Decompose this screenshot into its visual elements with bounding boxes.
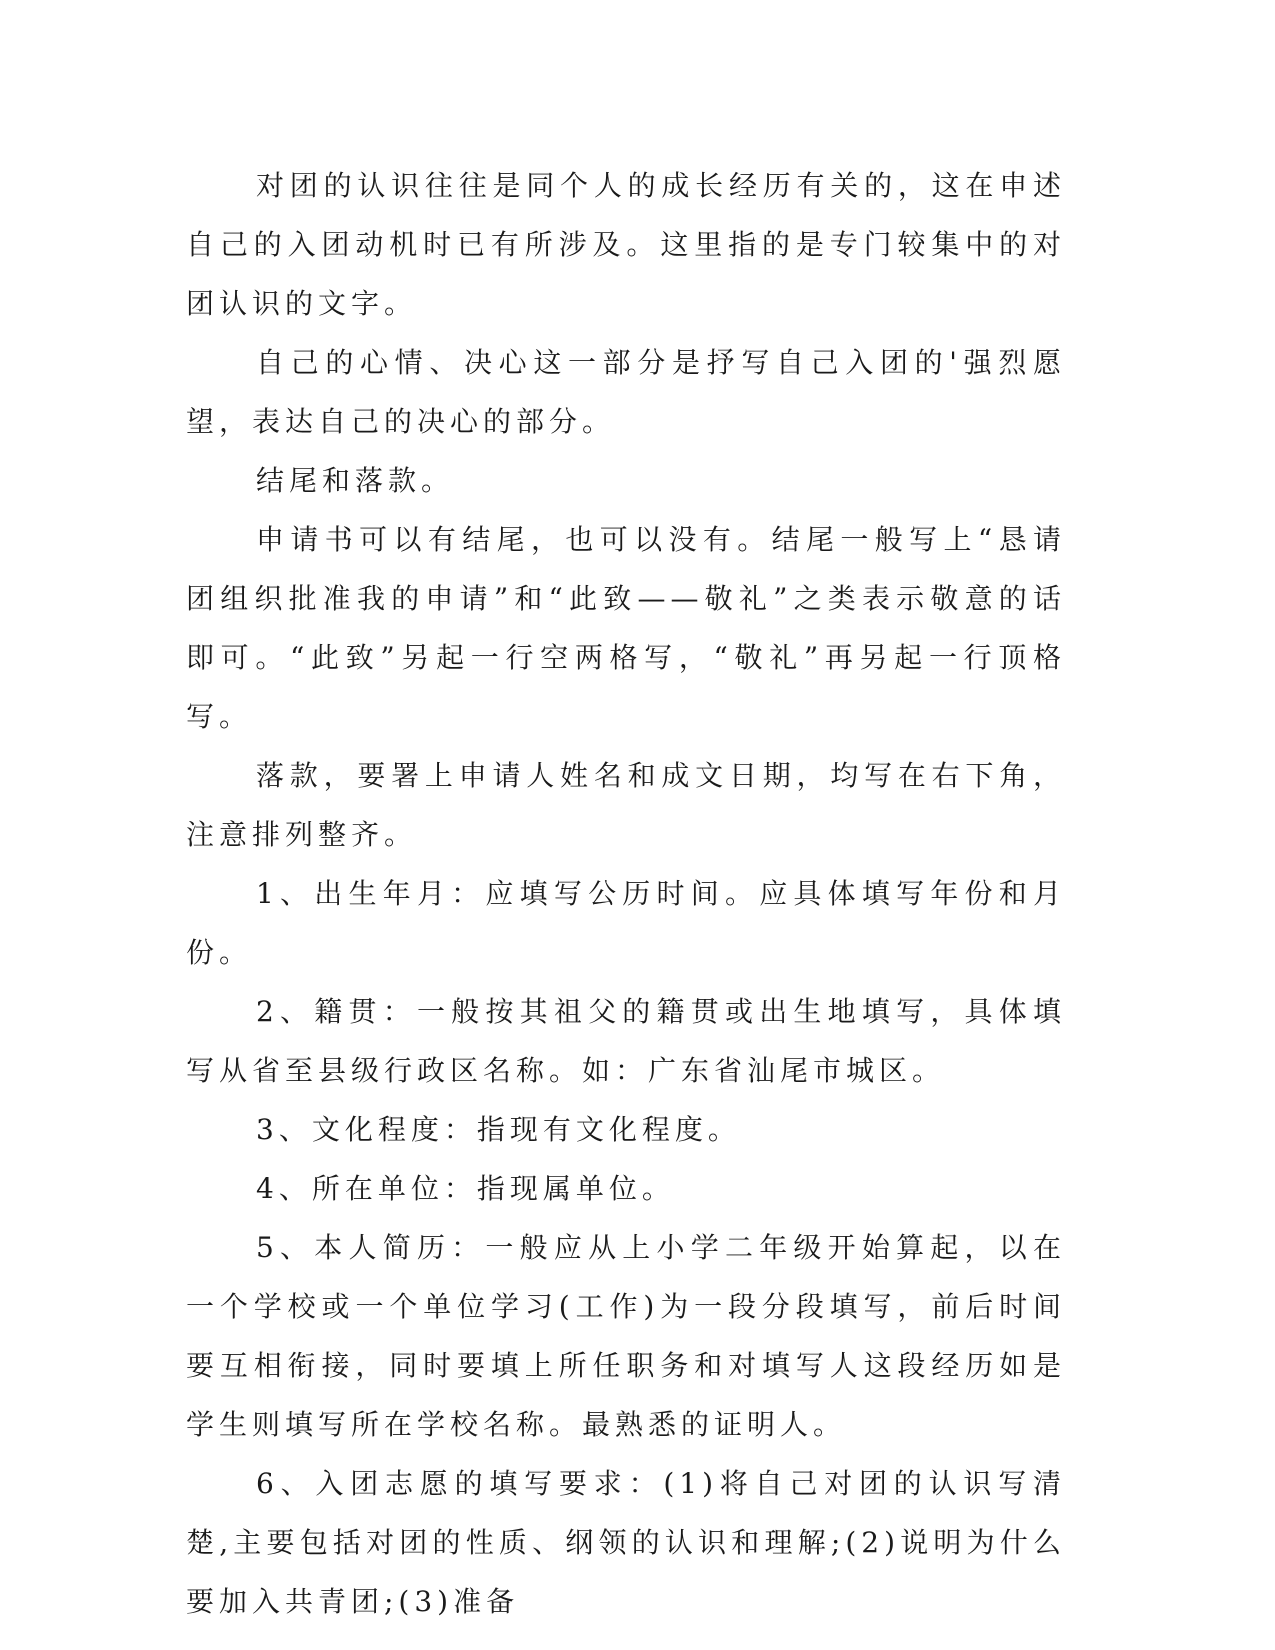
document-body [186, 156, 1066, 1631]
paragraph-signature: 落款，要署上申请人姓名和成文日期，均写在右下角，注意排列整齐。 [186, 759, 1066, 851]
paragraph-resolve: 自己的心情、决心这一部分是抒写自己入团的'强烈愿望，表达自己的决心的部分。 [186, 346, 1066, 438]
paragraph-birth-date: 1、出生年月：应填写公历时间。应具体填写年份和月份。 [186, 877, 1066, 969]
paragraph-native-place: 2、籍贯：一般按其祖父的籍贯或出生地填写，具体填写从省至县级行政区名称。如：广东省汕尾市城区。 [186, 995, 1066, 1087]
paragraph-resume: 5、本人简历：一般应从上小学二年级开始算起，以在一个学校或一个单位学习(工作)为一段分段填写，前后时间要互相衔接，同时要填上所任职务和对填写人这段经历如是学生则填写所在学校名称。最熟悉的证明人。 [186, 1231, 1066, 1441]
paragraph-ending: 申请书可以有结尾，也可以没有。结尾一般写上“恳请团组织批准我的申请”和“此致——敬礼”之类表示敬意的话即可。“此致”另起一行空两格写，“敬礼”再另起一行顶格写。 [186, 523, 1066, 733]
paragraph-work-unit: 4、所在单位：指现属单位。 [256, 1172, 675, 1205]
paragraph-ending-heading: 结尾和落款。 [256, 464, 455, 497]
paragraph-application-requirements: 6、入团志愿的填写要求：(1)将自己对团的认识写清楚,主要包括对团的性质、纲领的认识和理解;(2)说明为什么要加入共青团;(3)准备 [186, 1467, 1066, 1618]
paragraph-understanding: 对团的认识往往是同个人的成长经历有关的，这在申述自己的入团动机时已有所涉及。这里指的是专门较集中的对团认识的文字。 [186, 169, 1066, 320]
paragraph-education: 3、文化程度：指现有文化程度。 [256, 1113, 741, 1146]
